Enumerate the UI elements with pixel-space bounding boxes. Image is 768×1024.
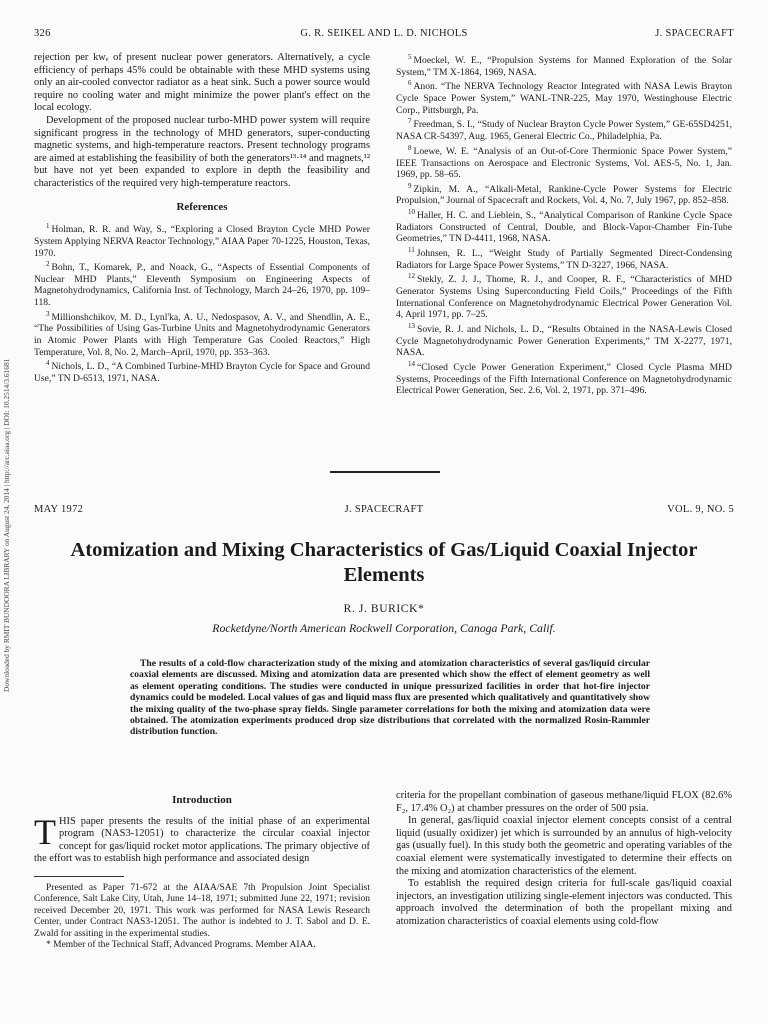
reference-item — [396, 207, 732, 245]
reference-number: 4 — [46, 359, 50, 368]
article-affiliation: Rocketdyne/North American Rockwell Corporation, Canoga Park, Calif. — [212, 621, 556, 635]
reference-number: 13 — [408, 321, 415, 330]
footnote-rule — [34, 876, 124, 877]
reference-text: Nichols, L. D., “A Combined Turbine-MHD Brayton Cycle for Space and Ground Use,” TN D-6513, 1971, NASA. — [34, 361, 370, 384]
reference-item — [396, 143, 732, 181]
article-journal: J. SPACECRAFT — [344, 504, 424, 515]
reference-text: Anon. “The NERVA Technology Reactor Integrated with NASA Lewis Brayton Cycle Space Power System,” WANL-TNR-225, May 1970, Westinghouse Electric Corp., Pittsburgh, Pa. — [396, 81, 732, 116]
reference-number: 5 — [408, 53, 412, 61]
reference-text: Zipkin, M. A., “Alkali-Metal, Rankine-Cycle Power Systems for Electric Propulsion,” Journal of Spacecraft and Rockets, Vol. 4, No. 7, July 1967, pp. 852–858. — [396, 183, 732, 207]
body-paragraph: criteria for the propellant combination of gaseous methane/liquid FLOX (82.6% F₂, 17.4% O₂) at chamber pressures on the order of 500 psia. — [396, 790, 732, 814]
reference-text: Sovie, R. J. and Nichols, L. D., “Results Obtained in the NASA-Lewis Closed Cycle Magnetohydrodynamic Power Generation Experiments,” TM X-2277, 1971, NASA. — [396, 324, 732, 359]
reference-number: 6 — [408, 79, 412, 88]
prev-article-right-column — [396, 52, 732, 397]
article-volume: VOL. 9, NO. 5 — [667, 504, 734, 515]
reference-number: 1 — [46, 222, 50, 231]
references-list-left — [34, 221, 370, 384]
running-header-authors: G. R. SEIKEL AND L. D. NICHOLS — [300, 28, 468, 39]
article-title: Atomization and Mixing Characteristics of Gas/Liquid Coaxial Injector Elements — [70, 539, 698, 586]
reference-item — [396, 78, 732, 116]
footnote-author: * Member of the Technical Staff, Advanced Programs. Member AIAA. — [46, 940, 316, 951]
reference-text: Haller, H. C. and Lieblein, S., “Analytical Comparison of Rankine Cycle Space Radiators Constructed of Central, Double, and Block-Vapor-Chamber Fin-Tube Geometries,” TN D-4411, 1968, NASA. — [396, 210, 732, 245]
reference-text: Moeckel, W. E., “Propulsion Systems for Manned Exploration of the Solar System,” TM X-1864, 1969, NASA. — [396, 55, 732, 78]
reference-number: 2 — [46, 260, 50, 269]
reference-number: 10 — [408, 208, 415, 217]
article-date: MAY 1972 — [34, 504, 84, 515]
reference-item — [396, 245, 732, 271]
reference-text: Johnsen, R. L., “Weight Study of Partially Segmented Direct-Condensing Radiators for Large Space Power Systems,” TN D-3227, 1966, NASA. — [396, 248, 732, 271]
reference-item — [34, 358, 370, 384]
drop-cap: T — [34, 811, 56, 852]
reference-item — [396, 52, 732, 78]
body-paragraph: In general, gas/liquid coaxial injector element concepts consist of a central liquid (usually oxidizer) jet which is surrounded by an annulus of high-velocity gas (usually fuel). In this study both the geometric and operating variables of the coaxial element were systematically investigated to determine their effects on the mixing and atomization characteristics of the element. — [396, 815, 732, 877]
reference-item — [396, 181, 732, 207]
introduction-text: HIS paper presents the results of the initial phase of an experimental program (NAS3-12051) to characterize the circular coaxial injector concept for gas/liquid rocket motor applications. The primary objective of the effort was to establish high performance and associated design — [34, 815, 370, 865]
reference-item — [396, 116, 732, 142]
page-number: 326 — [34, 28, 51, 39]
article-right-column — [396, 790, 732, 929]
article-left-column — [34, 794, 370, 952]
reference-number: 8 — [408, 143, 412, 152]
reference-text: Holman, R. R. and Way, S., “Exploring a Closed Brayton Cycle MHD Power System Applying NERVA Reactor Technology,” AIAA Paper 70-1225, Houston, Texas, 1970. — [34, 224, 370, 259]
prev-article-left-column — [34, 52, 370, 385]
reference-item — [396, 359, 732, 397]
introduction-paragraph — [34, 811, 370, 866]
references-list-right — [396, 52, 732, 397]
prev-paragraph: rejection per kwₑ of present nuclear power generators. Alternatively, a cycle efficiency of perhaps 45% could be obtainable with these MHD systems using only an air-cooled convector radiator as a heat sink. Such a power source would require no cooling water and might minimize the power plant's effect on the local ecology. — [34, 52, 370, 114]
reference-number: 7 — [408, 117, 412, 126]
article-author: R. J. BURICK* — [343, 603, 425, 615]
reference-text: Millionshchikov, M. D., Lynl'ka, A. U., Nedospasov, A. V., and Shendlin, A. E., “The Possibilities of Using Gas-Turbine Units and Magnetohydrodynamic Generators in Atomic Power Plants with High Temperature Gas Cooled Reactors,” High Temperature, Vol. 8, No. 2, March–April, 1970, pp. 353–363. — [34, 311, 370, 358]
reference-item — [396, 271, 732, 321]
reference-number: 9 — [408, 181, 412, 190]
body-paragraph: To establish the required design criteria for full-scale gas/liquid coaxial injectors, an investigation utilizing single-element injectors was conducted. This approach involved the determination of both the propellant mixing and atomization characteristics of coaxial elements using cold-flow — [396, 878, 732, 927]
reference-item — [34, 309, 370, 359]
reference-number: 11 — [408, 246, 415, 255]
reference-text: Loewe, W. E. “Analysis of an Out-of-Core Thermionic Space Power System,” IEEE Transactions on Aerospace and Electronic Systems, Vol. AES-5, No. 1, Jan. 1969, pp. 58–65. — [396, 145, 732, 181]
reference-text: Freedman, S. I., “Study of Nuclear Brayton Cycle Power System,” GE-65SD4251, NASA CR-54397, Aug. 1965, General Electric Co., Philadelphia, Pa. — [396, 119, 732, 143]
reference-item — [34, 259, 370, 309]
reference-number: 12 — [408, 272, 415, 281]
prev-paragraph: Development of the proposed nuclear turbo-MHD power system will require significant progress in the technology of MHD generators, super-conducting magnetic systems, and high-temperature reactors. Present technology programs are aimed at establishing the feasibility of both the generators¹³·¹⁴ and magnets,¹² but have not yet been expanded to explore in depth the feasibility and characteristics of the required very high-temperature reactors. — [34, 114, 371, 189]
running-header-journal: J. SPACECRAFT — [655, 28, 734, 39]
article-divider — [330, 471, 440, 473]
introduction-heading: Introduction — [172, 794, 232, 806]
download-watermark: Downloaded by RMIT BUNDOORA LIBRARY on August 24, 2014 | http://arc.aiaa.org | DOI: 10.2514/3.61681 — [2, 358, 11, 692]
reference-number: 3 — [46, 309, 50, 318]
reference-number: 14 — [408, 359, 415, 368]
reference-text: Stekly, Z. J. J., Thome, R. J., and Cooper, R. F., “Characteristics of MHD Generator Systems Using Superconducting Field Coils,” Proceedings of the Fifth International Conference on Magnetohydrodynamic Electrical Power Generation Vol. 4, April 1971, pp. 7–25. — [396, 274, 732, 321]
reference-item — [396, 321, 732, 359]
article-abstract: The results of a cold-flow characterization study of the mixing and atomization characteristics of several gas/liquid circular coaxial elements are discussed. Mixing and atomization data are presented which show the effect of element geometry as well as element operating conditions. The studies were conducted in unique pressurized facilities in order that hot-fire injector dynamics could be modeled. Local values of gas and liquid mass flux are presented which qualitatively and quantitatively show the mixing quality of the two-phase spray fields. Single parameter correlations for both the mixing and atomization data were obtained. The atomization experiments produced drop size distributions that correlated with the normalized Rosin-Rammler distribution function. — [130, 658, 650, 738]
footnote-presentation: Presented as Paper 71-672 at the AIAA/SAE 7th Propulsion Joint Specialist Conference, Salt Lake City, Utah, June 14–18, 1971; submitted June 22, 1971; revision received December 20, 1971. This work was performed for NASA Lewis Research Center, under Contract NAS3-12051. The author is indebted to J. T. Sabol and D. E. Zwald for assiting in the experimental studies. — [34, 882, 370, 939]
references-heading: References — [176, 200, 228, 213]
reference-text: Bohn, T., Komarek, P., and Noack, G., “Aspects of Essential Components of Nuclear MHD Plants,” Eleventh Symposium on Engineering Aspects of Magnetohydrodynamics, California Inst. of Technology, March 24–26, 1970, pp. 109–118. — [34, 262, 370, 309]
reference-item — [34, 221, 370, 259]
reference-text: “Closed Cycle Power Generation Experiment,” Closed Cycle Plasma MHD Systems, Proceedings of the Fifth International Conference on Magnetohydrodynamic Electrical Power Generation, Sec. 2.6, Vol. 2, 1971, pp. 371–496. — [396, 362, 732, 397]
